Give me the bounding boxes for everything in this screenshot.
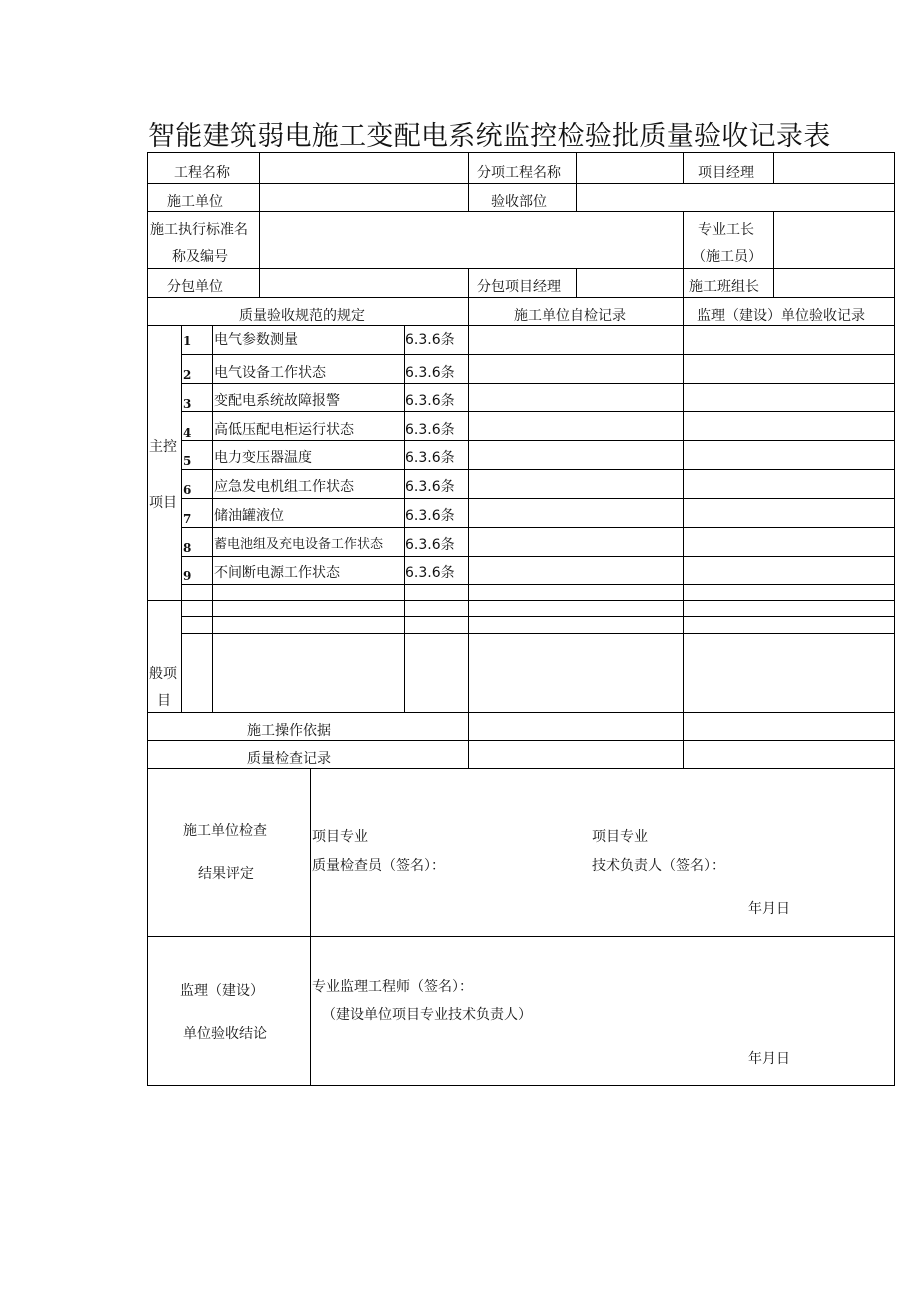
construction-eval-label-line1: 施工单位检查: [183, 823, 267, 839]
item-clause: 6.3.6条: [405, 565, 455, 581]
quality-record-label: 质量检查记录: [247, 751, 331, 767]
item-number: 9: [183, 569, 192, 583]
item-clause: 6.3.6条: [405, 365, 455, 381]
quality-inspector-signature: 质量检查员（签名）：: [312, 858, 445, 874]
col-line: [773, 152, 774, 183]
item-number: 1: [183, 334, 192, 348]
item-clause: 6.3.6条: [405, 422, 455, 438]
item-name: 不间断电源工作状态: [214, 565, 340, 581]
item-number: 2: [183, 368, 192, 382]
row-line: [147, 297, 895, 298]
subcontract-manager-label: 分包项目经理: [477, 279, 561, 295]
row-line: [181, 383, 895, 384]
col-line: [683, 152, 684, 183]
row-line: [181, 633, 895, 634]
item-number: 7: [183, 512, 192, 526]
general-items-label-line1: 般项: [149, 666, 177, 682]
item-clause: 6.3.6条: [405, 332, 455, 348]
quality-inspector-line1: 项目专业: [312, 829, 368, 845]
item-number: 5: [183, 454, 192, 468]
row-line: [181, 469, 895, 470]
foreman-label-line2: （施工员）: [692, 249, 762, 265]
item-name: 储油罐液位: [214, 508, 284, 524]
supervising-engineer-signature: 专业监理工程师（签名）：: [312, 979, 473, 995]
item-name: 应急发电机组工作状态: [214, 479, 354, 495]
col-line: [259, 152, 260, 297]
foreman-label-line1: 专业工长: [698, 222, 754, 238]
col-line: [468, 152, 469, 212]
supervision-eval-label-line2: 单位验收结论: [183, 1026, 267, 1042]
row-line: [147, 740, 895, 741]
row-line: [181, 411, 895, 412]
self-check-column-heading: 施工单位自检记录: [514, 308, 626, 324]
construction-eval-date: 年月日: [748, 901, 790, 917]
item-number: 6: [183, 483, 192, 497]
col-line: [576, 152, 577, 212]
project-manager-label: 项目经理: [698, 165, 754, 181]
row-line: [147, 712, 895, 713]
construction-unit-label: 施工单位: [167, 194, 223, 210]
item-clause: 6.3.6条: [405, 450, 455, 466]
item-name: 电气设备工作状态: [214, 365, 326, 381]
row-line: [181, 527, 895, 528]
table-border-right: [894, 152, 895, 1086]
project-name-label: 工程名称: [174, 165, 230, 181]
row-line: [181, 354, 895, 355]
row-line: [147, 768, 895, 769]
item-clause: 6.3.6条: [405, 537, 455, 553]
item-name: 电力变压器温度: [214, 450, 312, 466]
item-clause: 6.3.6条: [405, 508, 455, 524]
standard-label-line2: 称及编号: [172, 249, 228, 265]
item-number: 4: [183, 426, 192, 440]
item-name: 蓄电池组及充电设备工作状态: [214, 537, 384, 552]
tech-lead-line1: 项目专业: [592, 829, 648, 845]
item-clause: 6.3.6条: [405, 393, 455, 409]
col-line: [683, 211, 684, 297]
tech-lead-signature: 技术负责人（签名）：: [592, 858, 725, 874]
construction-basis-label: 施工操作依据: [247, 723, 331, 739]
item-name: 高低压配电柜运行状态: [214, 422, 354, 438]
main-control-label-line1: 主控: [149, 439, 177, 455]
col-line: [773, 211, 774, 297]
team-leader-label: 施工班组长: [689, 279, 759, 295]
row-line: [181, 616, 895, 617]
row-line: [181, 556, 895, 557]
row-line: [147, 600, 895, 601]
col-line: [468, 297, 469, 769]
col-line: [310, 768, 311, 1086]
owner-tech-lead-note: （建设单位项目专业技术负责人）: [322, 1007, 532, 1023]
form-title: 智能建筑弱电施工变配电系统监控检验批质量验收记录表: [148, 121, 831, 152]
general-items-label-line2: 目: [157, 693, 171, 709]
main-control-label-line2: 项目: [149, 495, 177, 511]
supervision-eval-label-line1: 监理（建设）: [180, 983, 264, 999]
item-name: 变配电系统故障报警: [214, 393, 340, 409]
item-name: 电气参数测量: [214, 332, 298, 348]
row-line: [181, 440, 895, 441]
col-line: [468, 268, 469, 297]
table-border-bottom: [147, 1085, 895, 1086]
acceptance-part-label: 验收部位: [491, 194, 547, 210]
row-line: [147, 325, 895, 326]
subcontract-unit-label: 分包单位: [167, 279, 223, 295]
col-line: [576, 268, 577, 297]
item-number: 3: [183, 397, 192, 411]
spec-column-heading: 质量验收规范的规定: [239, 308, 365, 324]
item-clause: 6.3.6条: [405, 479, 455, 495]
col-line: [683, 297, 684, 769]
row-line: [181, 498, 895, 499]
table-border-left: [147, 152, 148, 1086]
item-number: 8: [183, 541, 192, 555]
supervision-eval-date: 年月日: [748, 1051, 790, 1067]
row-line: [147, 936, 895, 937]
standard-label-line1: 施工执行标准名: [150, 222, 248, 238]
construction-eval-label-line2: 结果评定: [198, 866, 254, 882]
row-line: [181, 584, 895, 585]
sub-project-label: 分项工程名称: [477, 165, 561, 181]
supervision-column-heading: 监理（建设）单位验收记录: [697, 308, 865, 324]
